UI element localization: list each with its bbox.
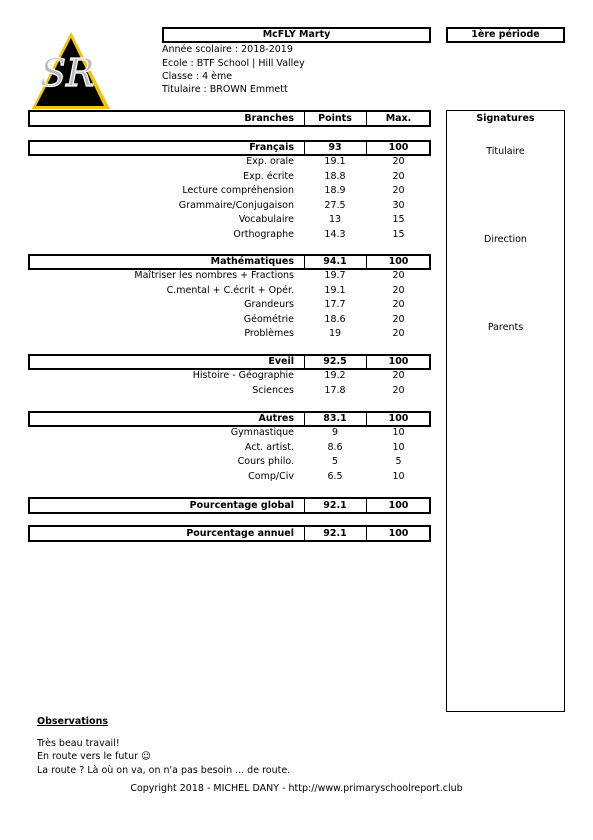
subject-points: 18.6 <box>324 313 346 325</box>
subject-max: 10 <box>392 470 405 482</box>
grade-row <box>28 185 431 199</box>
grade-row <box>28 285 431 299</box>
grade-row <box>28 214 431 228</box>
school-year: Année scolaire : 2018-2019 <box>162 44 293 55</box>
subject-label: Sciences <box>252 384 294 396</box>
subject-points: 9 <box>331 427 339 438</box>
school-name: Ecole : BTF School | Hill Valley <box>162 58 305 69</box>
subject-points: 17.8 <box>324 384 346 396</box>
subject-label: Exp. écrite <box>243 170 294 182</box>
grade-row <box>28 328 431 342</box>
logo-text: SR <box>40 51 95 95</box>
subject-max: 20 <box>392 384 405 396</box>
student-name: McFLY Marty <box>262 29 331 40</box>
header-max: Max. <box>385 113 412 124</box>
observations-title: Observations <box>37 716 109 727</box>
signature-direction: Direction <box>484 234 527 245</box>
subject-max: 20 <box>392 370 405 381</box>
student-name-box <box>162 27 431 43</box>
subject-points: 13 <box>328 214 342 226</box>
section-points: 94.1 <box>323 256 347 267</box>
grade-row <box>28 299 431 313</box>
subject-max: 20 <box>392 313 405 325</box>
teacher-name: Titulaire : BROWN Emmett <box>162 84 288 95</box>
annual-points: 92.1 <box>323 528 347 539</box>
subject-points: 19.7 <box>324 270 346 281</box>
table-header <box>28 110 431 127</box>
grade-row <box>28 385 431 399</box>
grade-row <box>28 171 431 185</box>
subject-max: 15 <box>392 229 405 240</box>
subject-label: Problèmes <box>244 328 294 340</box>
subject-points: 14.3 <box>324 229 346 240</box>
section-name: Français <box>249 142 294 153</box>
subject-max: 20 <box>392 270 405 281</box>
subject-label: Maîtriser les nombres + Fractions <box>134 270 294 281</box>
footer-copyright: Copyright 2018 - MICHEL DANY - http://www.primaryschoolreport.club <box>130 783 463 794</box>
signatures-title: Signatures <box>476 113 535 124</box>
subject-points: 19.1 <box>324 156 346 167</box>
observation-line-1: Très beau travail! <box>37 738 120 749</box>
observation-line-2: En route vers le futur ☺ <box>37 751 151 762</box>
section-header-row <box>28 140 431 156</box>
section-points: 92.5 <box>323 356 347 367</box>
subject-max: 20 <box>392 299 405 311</box>
grade-row <box>28 156 431 170</box>
subject-label: Histoire - Géographie <box>192 370 294 381</box>
grade-row <box>28 314 431 328</box>
section-header-row <box>28 354 431 370</box>
grade-row <box>28 427 431 441</box>
subject-max: 20 <box>392 156 405 167</box>
subject-label: Cours philo. <box>237 456 294 468</box>
section-max: 100 <box>388 356 409 367</box>
subject-label: Comp/Civ <box>248 470 294 482</box>
signature-parents: Parents <box>487 322 524 333</box>
subject-max: 10 <box>392 441 405 453</box>
section-max: 100 <box>388 142 409 153</box>
subject-label: Gymnastique <box>230 427 294 438</box>
grade-row <box>28 370 431 384</box>
subject-max: 20 <box>392 328 405 340</box>
subject-label: Grammaire/Conjugaison <box>178 199 294 211</box>
global-points: 92.1 <box>323 500 347 511</box>
section-points: 83.1 <box>323 413 347 424</box>
global-percentage-row <box>28 497 431 514</box>
subject-max: 15 <box>392 214 405 226</box>
subject-points: 19.2 <box>324 370 346 381</box>
signature-teacher: Titulaire <box>486 146 525 157</box>
observation-line-3: La route ? Là où on va, on n'a pas besoin ... de route. <box>37 765 291 776</box>
section-name: Eveil <box>268 356 294 367</box>
subject-max: 5 <box>395 456 402 468</box>
subject-points: 6.5 <box>327 470 343 482</box>
subject-label: Géométrie <box>243 313 294 325</box>
section-name: Autres <box>258 413 294 424</box>
section-name: Mathématiques <box>210 256 294 267</box>
subject-points: 17.7 <box>324 299 346 311</box>
header-branches: Branches <box>244 113 294 124</box>
grade-row <box>28 442 431 456</box>
grade-row <box>28 456 431 470</box>
subject-points: 18.9 <box>324 185 346 197</box>
subject-label: Orthographe <box>233 229 294 240</box>
subject-points: 18.8 <box>324 170 346 182</box>
subject-points: 8.6 <box>327 441 343 453</box>
subject-label: Vocabulaire <box>238 214 294 226</box>
header-points: Points <box>318 113 352 124</box>
section-header-row <box>28 254 431 270</box>
subject-points: 19 <box>328 328 342 340</box>
signatures-panel <box>446 110 565 712</box>
subject-points: 19.1 <box>324 284 346 296</box>
subject-label: Act. artist. <box>244 441 294 453</box>
subject-points: 5 <box>331 456 339 468</box>
section-max: 100 <box>388 413 409 424</box>
annual-label: Pourcentage annuel <box>186 528 294 539</box>
annual-max: 100 <box>388 528 409 539</box>
grade-row <box>28 229 431 243</box>
section-max: 100 <box>388 256 409 267</box>
section-points: 93 <box>328 142 342 153</box>
subject-max: 20 <box>392 284 405 296</box>
subject-label: Grandeurs <box>244 299 294 311</box>
section-header-row <box>28 411 431 427</box>
subject-max: 10 <box>392 427 405 438</box>
subject-max: 20 <box>392 185 405 197</box>
grade-row <box>28 270 431 284</box>
subject-points: 27.5 <box>324 199 346 211</box>
subject-max: 30 <box>392 199 405 211</box>
period-label: 1ère période <box>471 29 540 40</box>
class-name: Classe : 4 ème <box>162 71 233 82</box>
subject-label: C.mental + C.écrit + Opér. <box>166 284 294 296</box>
grade-row <box>28 200 431 214</box>
global-max: 100 <box>388 500 409 511</box>
annual-percentage-row <box>28 525 431 542</box>
subject-label: Lecture compréhension <box>182 185 294 197</box>
subject-max: 20 <box>392 170 405 182</box>
global-label: Pourcentage global <box>189 500 294 511</box>
grade-row <box>28 471 431 485</box>
school-logo <box>30 30 112 112</box>
subject-label: Exp. orale <box>246 156 294 167</box>
period-box <box>446 27 565 43</box>
